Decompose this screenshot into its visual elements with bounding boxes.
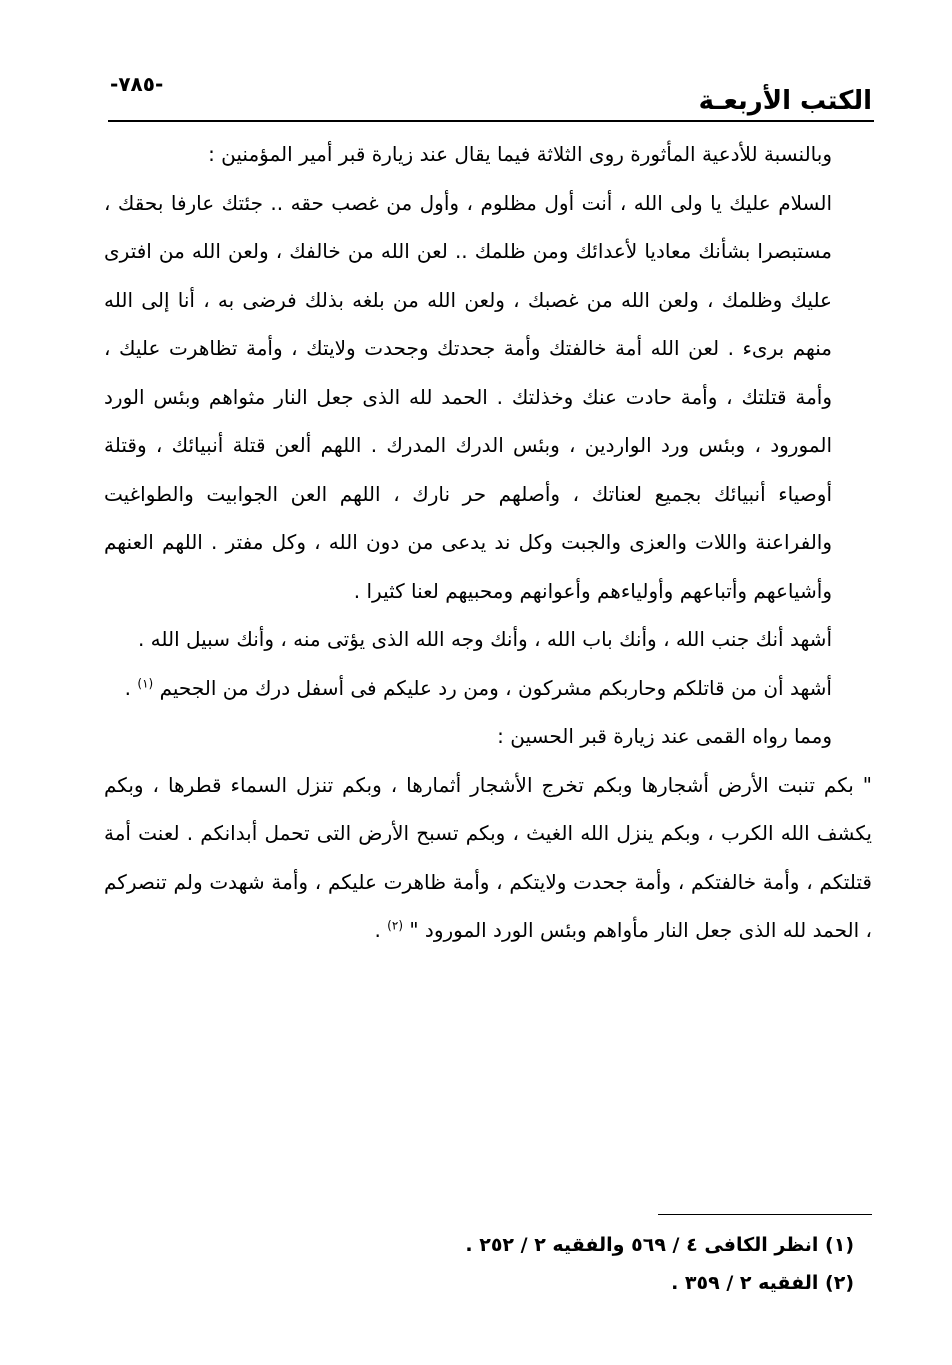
qummi-intro-paragraph: ومما رواه القمى عند زيارة قبر الحسين : — [497, 724, 832, 748]
footnote-1: (١) انظر الكافى ٤ / ٥٦٩ والفقيه ٢ / ٢٥٢ . — [465, 1234, 854, 1256]
footnote-rule — [658, 1214, 872, 1215]
footnotes — [104, 1226, 854, 1302]
footnote-ref-2[interactable]: (٢) — [387, 918, 403, 933]
ziyara-salam-paragraph: السلام عليك يا ولى الله ، أنت أول مظلوم ، وأول من غصب حقه .. جئتك عارفا بحقك ، مستبصرا بشأنك معاديا لأعدائك ومن ظلمك .. لعن الله من خالفك ، ولعن الله من افترى عليك وظلمك ، ولعن الله من غصبك ، ولعن الله من بلغه بذلك فرضى به ، أنا إلى الله منهم برىء . لعن الله أمة خالفتك وأمة جحدتك وجحدت ولايتك ، وأمة تظاهرت عليك ، وأمة قتلتك ، وأمة حادت عنك وخذلتك . الحمد لله الذى جعل النار مثواهم وبئس الورد المورود ، وبئس ورد الواردين ، وبئس الدرك المدرك . اللهم ألعن قتلة أنبيائك ، وقتلة أوصياء أنبيائك بجميع لعناتك ، وأصلهم حر نارك ، اللهم العن الجوابيت والطواغيت والفراعنة واللات والعزى والجبت وكل ند يدعى من دون الله ، وكل مفتر . اللهم العنهم وأشياعهم وأتباعهم وأولياءهم وأعوانهم ومحبيهم لعنا كثيرا . — [104, 190, 832, 603]
footnote-ref-1[interactable]: (١) — [137, 675, 154, 690]
footnote-2: (٢) الفقيه ٢ / ٣٥٩ . — [671, 1272, 854, 1294]
ashhad-text: أشهد أن من قاتلكم وحاربكم مشركون ، ومن رد عليكم فى أسفل درك من الجحيم — [159, 675, 832, 700]
ashhad-paragraph-2 — [104, 664, 872, 713]
husain-ziyara-text: " بكم تنبت الأرض أشجارها وبكم تخرج الأشجار أثمارها ، وبكم تنزل السماء قطرها ، وبكم يكشف الله الكرب ، وبكم ينزل الله الغيث ، وبكم تسبح الأرض التى تحمل أبدانكم . لعنت أمة قتلتكم ، وأمة خالفتكم ، وأمة جحدت ولايتكم ، وأمة ظاهرت عليكم ، وأمة شهدت ولم تنصركم ، الحمد لله الذى جعل النار مأواهم وبئس الورد المورود " — [104, 772, 872, 942]
ashhad-end: . — [124, 675, 132, 700]
intro-paragraph: وبالنسبة للأدعية المأثورة روى الثلاثة فيما يقال عند زيارة قبر أمير المؤمنين : — [208, 142, 832, 166]
body-text — [104, 130, 872, 955]
husain-ziyara-end: . — [374, 918, 381, 942]
page-number: -٧٨٥- — [110, 72, 164, 96]
husain-ziyara-paragraph — [104, 761, 872, 955]
book-title: الكتب الأربعـة — [698, 86, 872, 116]
ashhad-paragraph-1: أشهد أنك جنب الله ، وأنك باب الله ، وأنك وجه الله الذى يؤتى منه ، وأنك سبيل الله . — [137, 627, 832, 651]
header-rule — [108, 120, 874, 122]
